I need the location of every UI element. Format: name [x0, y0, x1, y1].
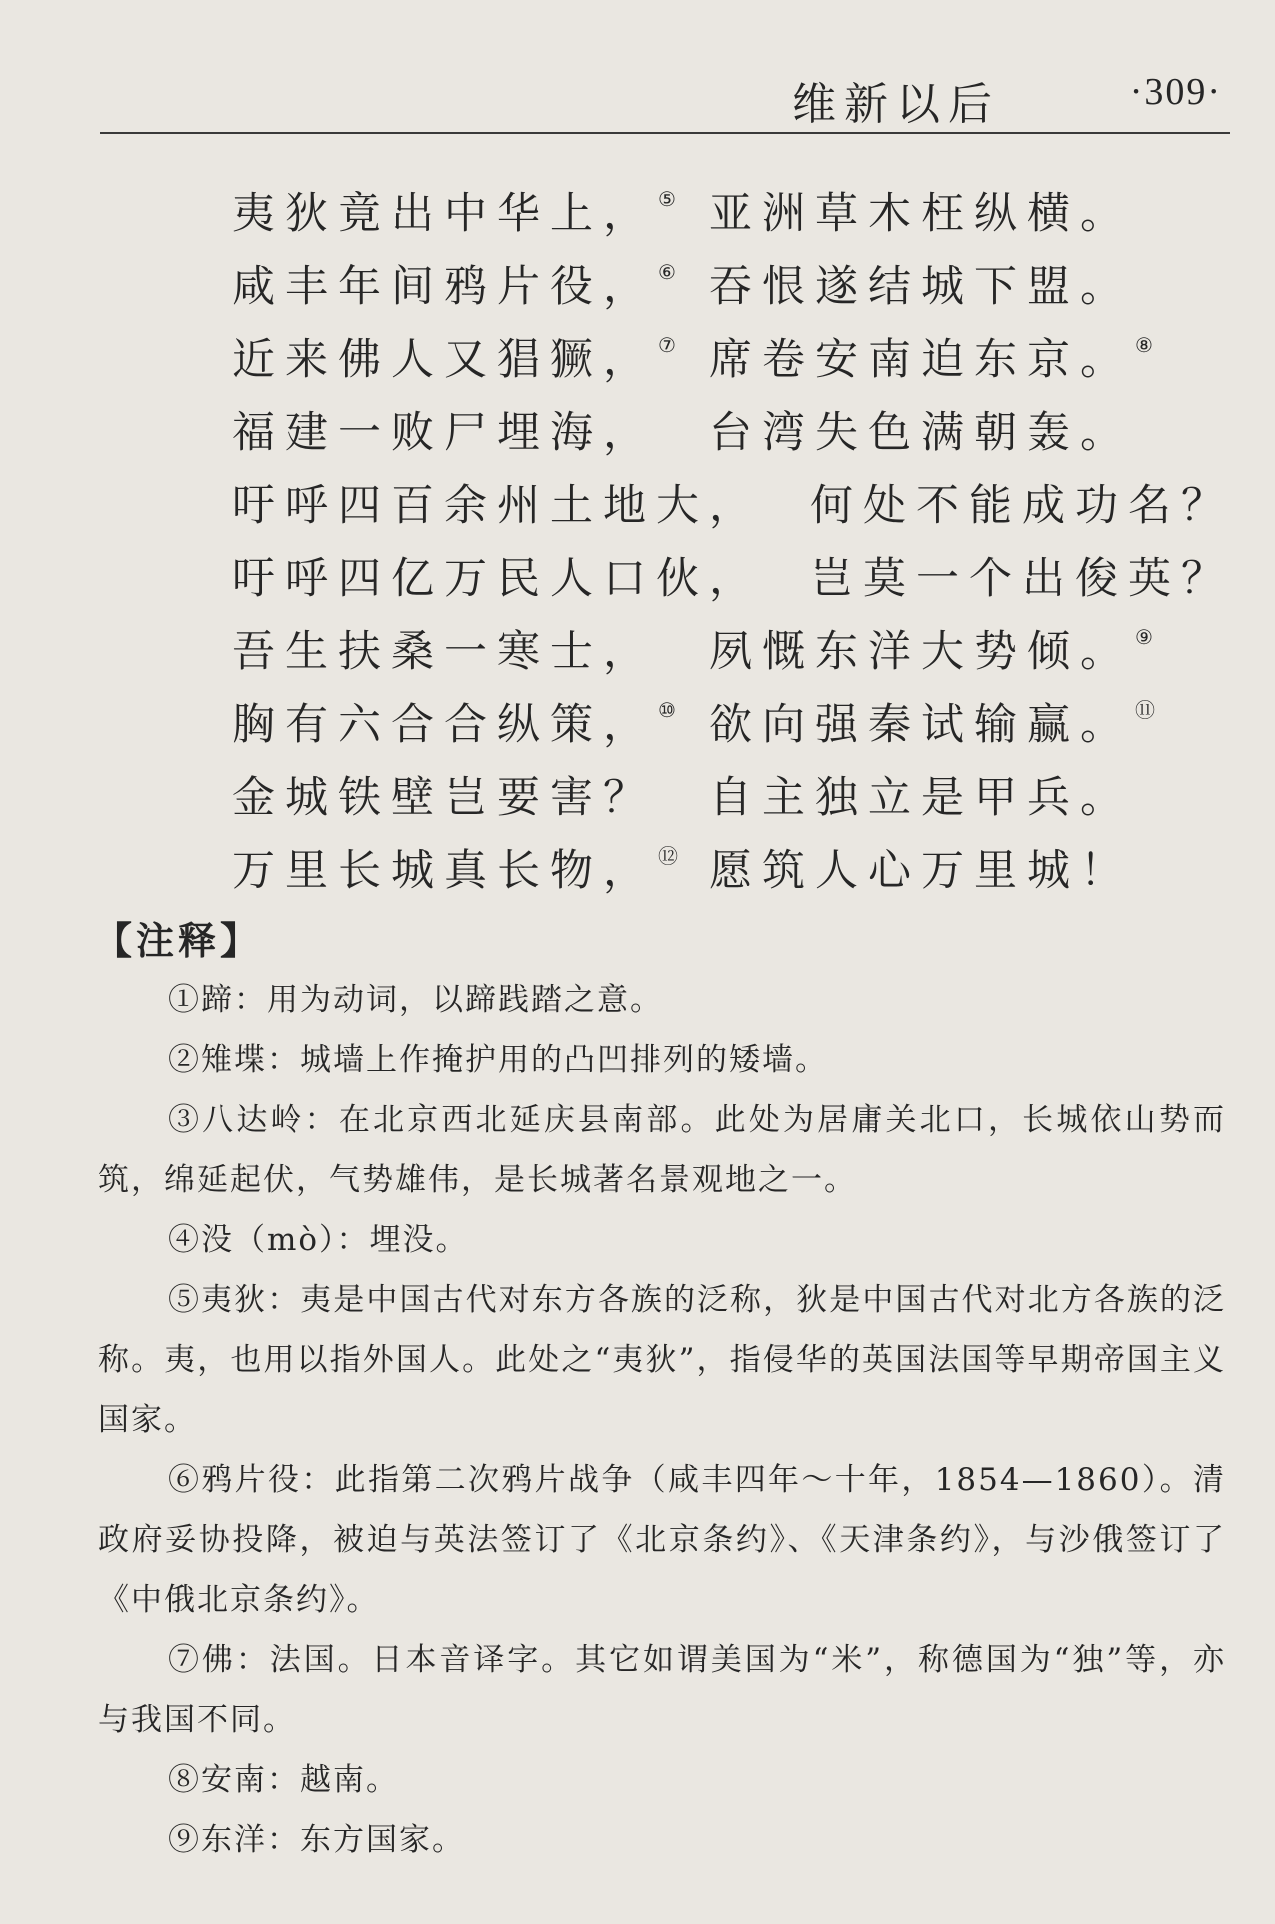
page-number: ·309·: [1129, 71, 1222, 113]
footnote-ref: ⑨: [1135, 625, 1153, 649]
poem-first-half: 咸丰年间鸦片役， ⑥: [232, 260, 676, 312]
notes-list: [98, 970, 1226, 1870]
poem-second-half: 夙慨东洋大势倾。 ⑨: [709, 625, 1153, 677]
notes-heading: 【注释】: [94, 919, 263, 963]
poem-line: [232, 472, 1232, 545]
footnote-ref: ⑦: [658, 333, 676, 357]
poem-first-half: 金城铁壁岂要害？: [232, 773, 656, 823]
footnote-ref: ⑫: [658, 844, 678, 868]
note-item: ⑧安南：越南。: [168, 1762, 399, 1798]
poem-second-half: 亚洲草木枉纵横。: [709, 189, 1133, 239]
poem-second-half: 席卷安南迫东京。 ⑧: [709, 333, 1153, 385]
chapter-title: 维新以后: [792, 79, 1000, 130]
note-item: ②雉堞：城墙上作掩护用的凸凹排列的矮墙。: [168, 1042, 828, 1078]
note-item: ⑨东洋：东方国家。: [168, 1822, 465, 1858]
poem-second-half: 吞恨遂结城下盟。: [709, 262, 1133, 312]
poem-second-half: 自主独立是甲兵。: [709, 773, 1133, 823]
poem-line: [232, 545, 1232, 618]
poem-line: [232, 691, 1232, 764]
note-item: ③八达岭：在北京西北延庆县南部。此处为居庸关北口，长城依山势而筑，绵延起伏，气势雄伟，是长城著名景观地之一。: [98, 1102, 1226, 1198]
poem-first-half: 胸有六合合纵策， ⑩: [232, 698, 676, 750]
poem-line: [232, 764, 1232, 837]
poem-line: [232, 399, 1232, 472]
poem-first-half: 福建一败尸埋海，: [232, 408, 656, 458]
poem-line: [232, 180, 1232, 253]
footnote-ref: ⑪: [1135, 698, 1155, 722]
note-item: ①蹄：用为动词，以蹄践踏之意。: [168, 982, 663, 1018]
poem-first-half: 吾生扶桑一寒士，: [232, 627, 656, 677]
note-item: ⑤夷狄：夷是中国古代对东方各族的泛称，狄是中国古代对北方各族的泛称。夷，也用以指外国人。此处之“夷狄”，指侵华的英国法国等早期帝国主义国家。: [98, 1282, 1226, 1438]
note-item: ④没（mò）：埋没。: [168, 1222, 469, 1258]
poem-line: [232, 326, 1232, 399]
header-rule: [100, 132, 1230, 134]
poem-second-half: 愿筑人心万里城！: [709, 846, 1133, 896]
poem-second-half: 台湾失色满朝轰。: [709, 408, 1133, 458]
footnote-ref: ⑤: [658, 187, 676, 211]
poem-first-half: 万里长城真长物， ⑫: [232, 844, 678, 896]
poem-line: [232, 837, 1232, 910]
footnote-ref: ⑥: [658, 260, 676, 284]
poem-first-half: 夷狄竟出中华上， ⑤: [232, 187, 676, 239]
poem-line: [232, 618, 1232, 691]
poem-second-half: 何处不能成功名？: [810, 481, 1234, 531]
note-item: ⑥鸦片役：此指第二次鸦片战争（咸丰四年～十年，1854—1860）。清政府妥协投降，被迫与英法签订了《北京条约》、《天津条约》，与沙俄签订了《中俄北京条约》。: [98, 1462, 1226, 1618]
running-head: [100, 58, 1230, 128]
poem-line: [232, 253, 1232, 326]
poem-first-half: 吁呼四亿万民人口伙，: [232, 554, 762, 604]
footnote-ref: ⑩: [658, 698, 676, 722]
poem-second-half: 岂莫一个出俊英？: [810, 554, 1234, 604]
poem-second-half: 欲向强秦试输赢。 ⑪: [709, 698, 1155, 750]
poem: [232, 180, 1232, 910]
poem-first-half: 近来佛人又猖獗， ⑦: [232, 333, 676, 385]
poem-first-half: 吁呼四百余州土地大，: [232, 481, 762, 531]
note-item: ⑦佛：法国。日本音译字。其它如谓美国为“米”，称德国为“独”等，亦与我国不同。: [98, 1642, 1226, 1738]
footnote-ref: ⑧: [1135, 333, 1153, 357]
